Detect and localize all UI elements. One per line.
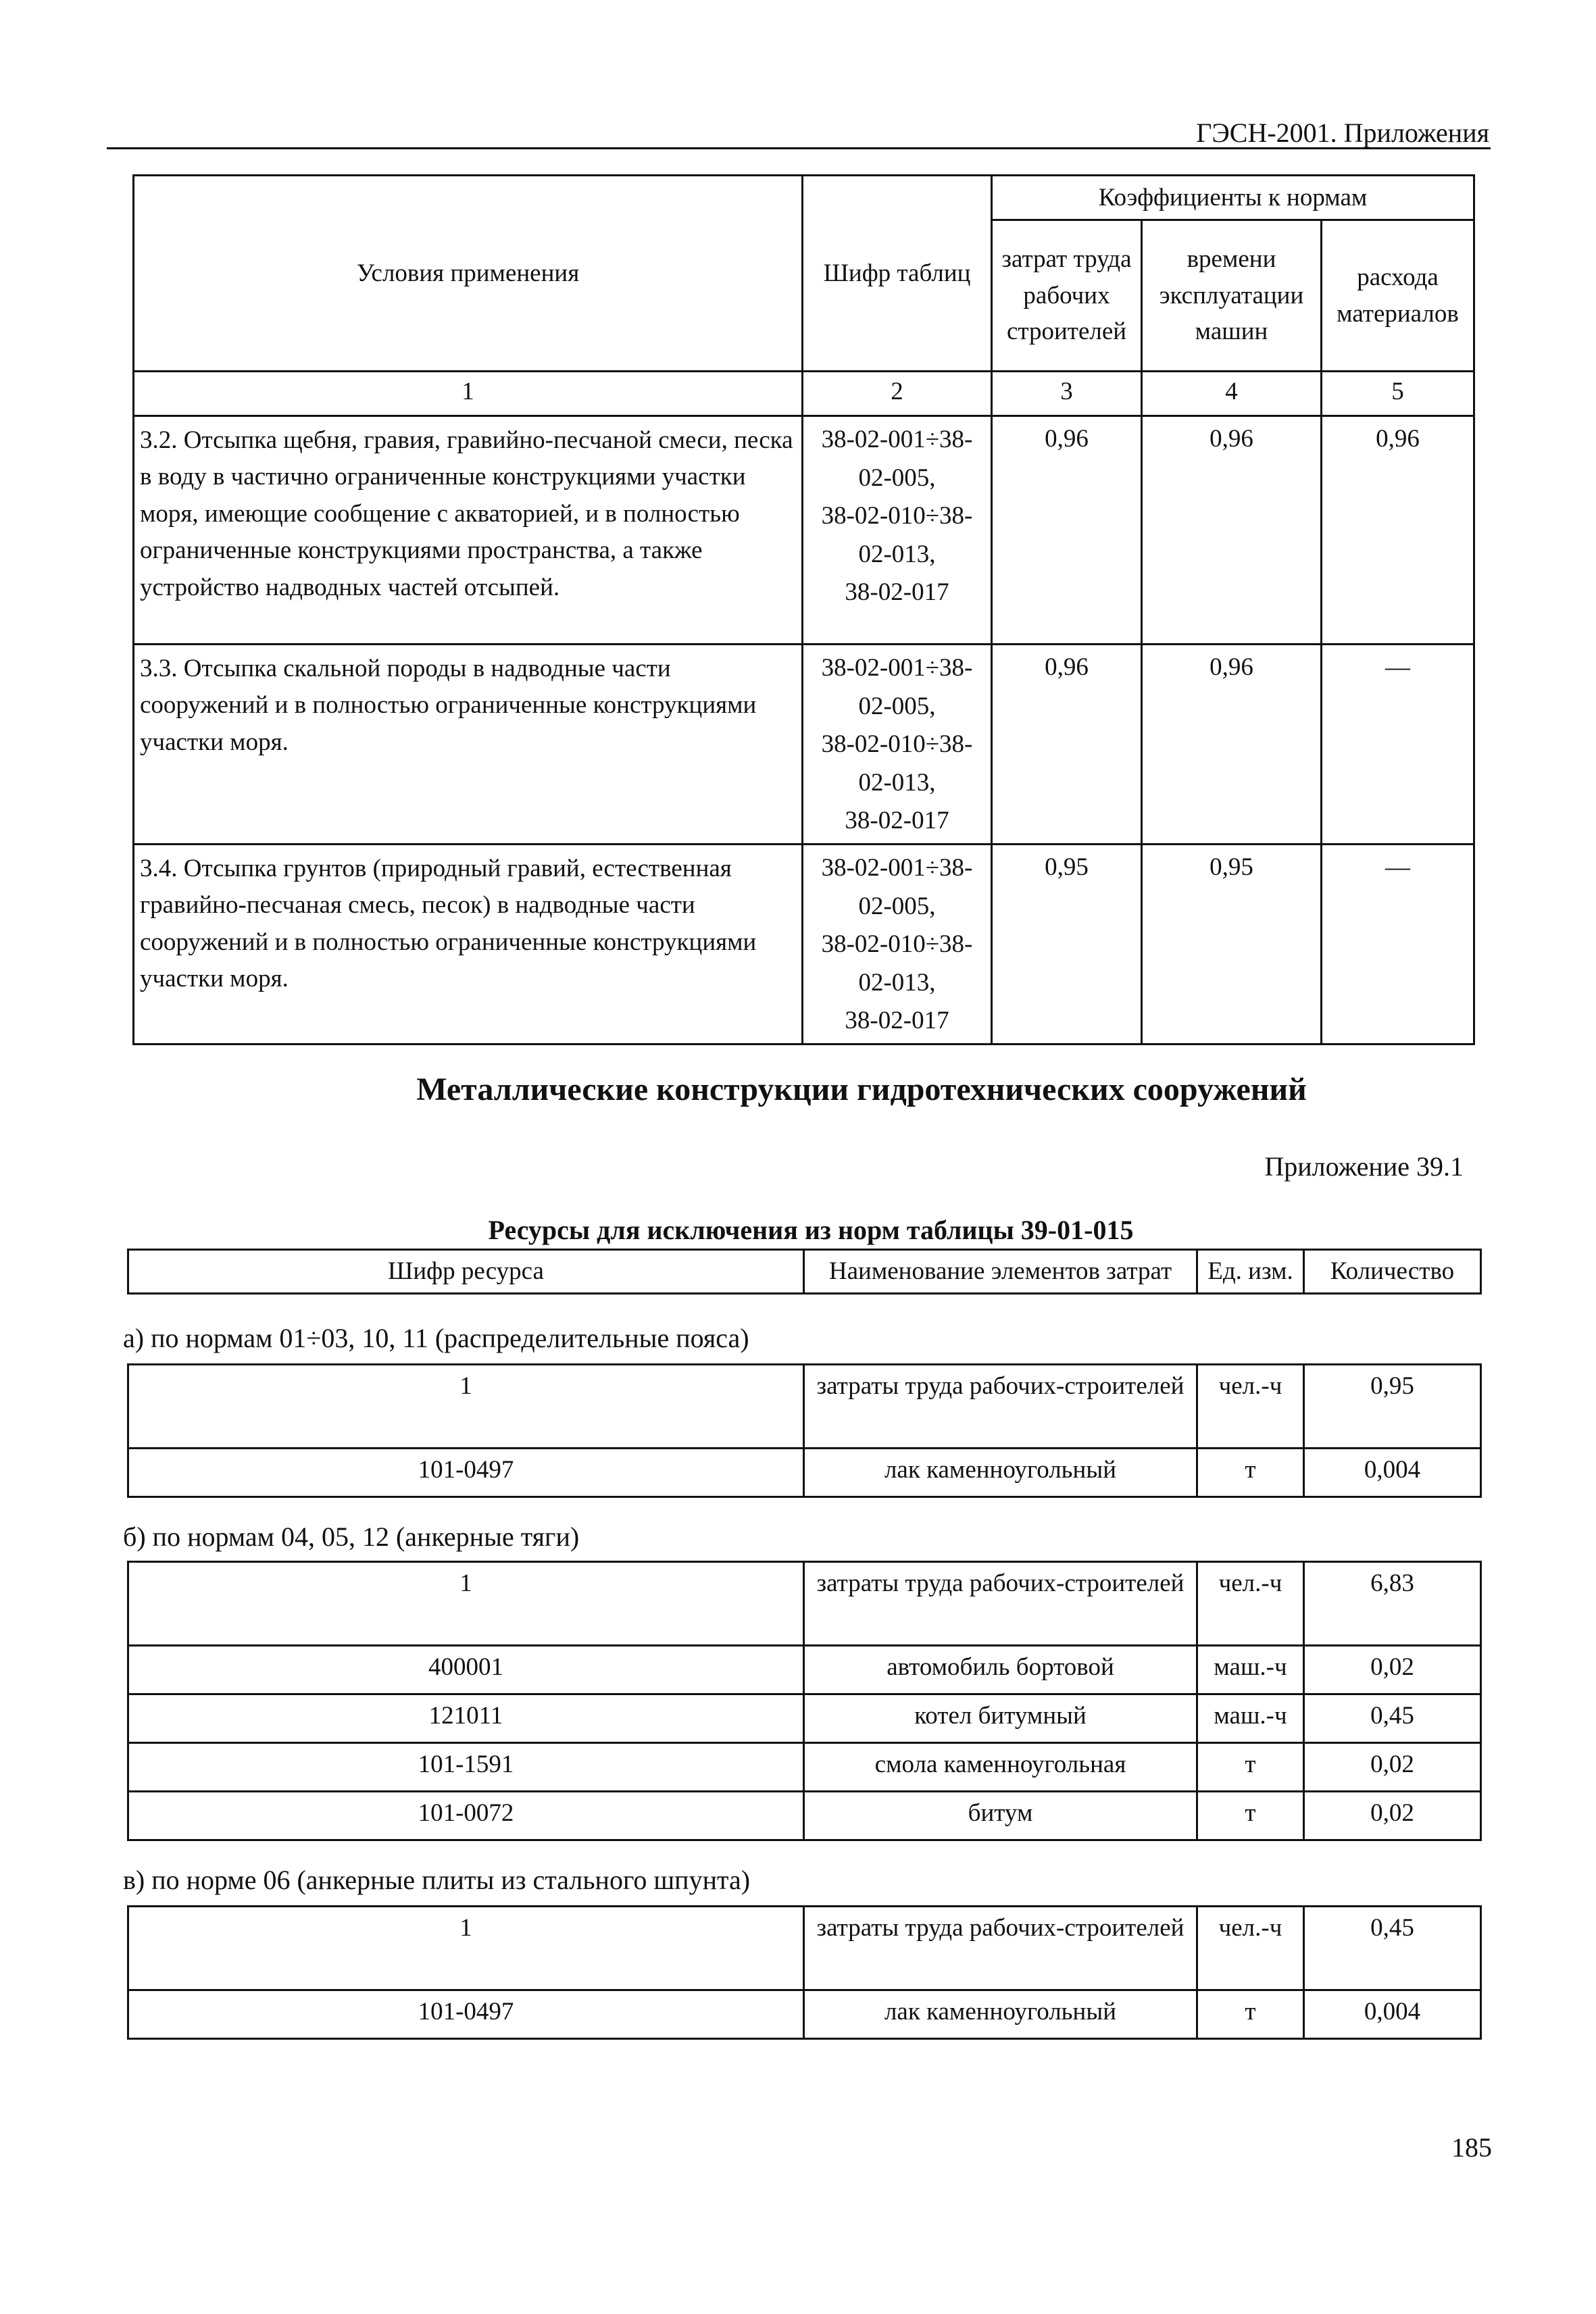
resource-name-cell: битум bbox=[804, 1792, 1197, 1840]
running-header: ГЭСН-2001. Приложения bbox=[1196, 118, 1489, 148]
header-labor: затрат труда рабочих строителей bbox=[992, 220, 1142, 372]
labor-cell: 0,96 bbox=[992, 416, 1142, 645]
header-materials: расхода материалов bbox=[1322, 220, 1474, 372]
code-cell bbox=[803, 645, 992, 845]
resource-name-cell: лак каменноугольный bbox=[804, 1449, 1197, 1497]
code-line: 38-02-010÷38-02-013, bbox=[821, 730, 973, 797]
resource-quantity-cell: 0,02 bbox=[1304, 1743, 1481, 1792]
column-number: 3 bbox=[992, 372, 1142, 416]
column-number: 2 bbox=[803, 372, 992, 416]
resource-name-cell: затраты труда рабочих-строителей bbox=[804, 1907, 1197, 1990]
resource-unit-cell: чел.-ч bbox=[1197, 1907, 1304, 1990]
resource-code-cell: 101-0497 bbox=[128, 1449, 804, 1497]
code-cell bbox=[803, 416, 992, 645]
table-row bbox=[128, 1646, 1481, 1694]
machines-cell: 0,96 bbox=[1142, 645, 1322, 845]
coefficients-table bbox=[132, 174, 1475, 1045]
resource-unit-cell: чел.-ч bbox=[1197, 1562, 1304, 1646]
conditions-cell: 3.2. Отсыпка щебня, гравия, гравийно-песчаной смеси, песка в воду в частично ограниченные конструкциями участки моря, имеющие сообщение с акваторией, и в полностью ограниченные конструкциями пространства, а также устройство надводных частей отсыпей. bbox=[134, 416, 803, 645]
code-line: 38-02-017 bbox=[845, 1007, 949, 1035]
group-label: а) по нормам 01÷03, 10, 11 (распределительные пояса) bbox=[123, 1323, 749, 1353]
header-code: Шифр таблиц bbox=[803, 176, 992, 372]
resource-quantity-cell: 0,45 bbox=[1304, 1907, 1481, 1990]
resource-code-cell: 1 bbox=[128, 1562, 804, 1646]
table-row bbox=[134, 645, 1474, 845]
resource-code-cell: 101-0072 bbox=[128, 1792, 804, 1840]
resource-quantity-cell: 0,45 bbox=[1304, 1694, 1481, 1743]
code-line: 38-02-017 bbox=[845, 807, 949, 835]
resource-unit-cell: маш.-ч bbox=[1197, 1646, 1304, 1694]
resource-name-cell: котел битумный bbox=[804, 1694, 1197, 1743]
resource-name-cell: автомобиль бортовой bbox=[804, 1646, 1197, 1694]
table-row bbox=[134, 416, 1474, 645]
table-row bbox=[128, 1907, 1481, 1990]
header-conditions: Условия применения bbox=[134, 176, 803, 372]
resource-unit-cell: маш.-ч bbox=[1197, 1694, 1304, 1743]
resource-quantity-cell: 0,004 bbox=[1304, 1990, 1481, 2039]
resource-table bbox=[127, 1905, 1482, 2040]
materials-cell: — bbox=[1322, 645, 1474, 845]
resource-table bbox=[127, 1561, 1482, 1841]
resource-table bbox=[127, 1363, 1482, 1498]
code-cell bbox=[803, 845, 992, 1045]
code-line: 38-02-017 bbox=[845, 578, 949, 607]
resource-quantity-cell: 0,95 bbox=[1304, 1365, 1481, 1449]
header-resource-name: Наименование элементов затрат bbox=[804, 1250, 1197, 1294]
header-coefficients: Коэффициенты к нормам bbox=[992, 176, 1474, 220]
resource-unit-cell: т bbox=[1197, 1792, 1304, 1840]
resource-name-cell: смола каменноугольная bbox=[804, 1743, 1197, 1792]
machines-cell: 0,95 bbox=[1142, 845, 1322, 1045]
resource-unit-cell: т bbox=[1197, 1990, 1304, 2039]
resource-code-cell: 1 bbox=[128, 1907, 804, 1990]
machines-cell: 0,96 bbox=[1142, 416, 1322, 645]
section-heading: Металлические конструкции гидротехнических сооружений bbox=[416, 1072, 1307, 1107]
resource-unit-cell: т bbox=[1197, 1743, 1304, 1792]
table-row bbox=[128, 1792, 1481, 1840]
table-row bbox=[128, 1449, 1481, 1497]
table-row bbox=[128, 1562, 1481, 1646]
conditions-cell: 3.4. Отсыпка грунтов (природный гравий, естественная гравийно-песчаная смесь, песок) в надводные части сооружений и в полностью ограниченные конструкциями участки моря. bbox=[134, 845, 803, 1045]
code-line: 38-02-001÷38-02-005, bbox=[821, 426, 973, 492]
table-row bbox=[128, 1694, 1481, 1743]
labor-cell: 0,96 bbox=[992, 645, 1142, 845]
resource-name-cell: затраты труда рабочих-строителей bbox=[804, 1365, 1197, 1449]
materials-cell: 0,96 bbox=[1322, 416, 1474, 645]
resource-name-cell: лак каменноугольный bbox=[804, 1990, 1197, 2039]
header-resource-quantity: Количество bbox=[1304, 1250, 1481, 1294]
table-row bbox=[134, 845, 1474, 1045]
resource-quantity-cell: 0,004 bbox=[1304, 1449, 1481, 1497]
resource-code-cell: 121011 bbox=[128, 1694, 804, 1743]
resource-unit-cell: т bbox=[1197, 1449, 1304, 1497]
column-number: 5 bbox=[1322, 372, 1474, 416]
group-label: б) по нормам 04, 05, 12 (анкерные тяги) bbox=[123, 1521, 580, 1552]
resource-code-cell: 1 bbox=[128, 1365, 804, 1449]
conditions-cell: 3.3. Отсыпка скальной породы в надводные части сооружений и в полностью ограниченные конструкциями участки моря. bbox=[134, 645, 803, 845]
header-resource-code: Шифр ресурса bbox=[128, 1250, 804, 1294]
header-rule bbox=[107, 147, 1491, 149]
code-line: 38-02-001÷38-02-005, bbox=[821, 654, 973, 720]
resource-quantity-cell: 6,83 bbox=[1304, 1562, 1481, 1646]
labor-cell: 0,95 bbox=[992, 845, 1142, 1045]
group-label: в) по норме 06 (анкерные плиты из стального шпунта) bbox=[123, 1865, 751, 1895]
resource-name-cell: затраты труда рабочих-строителей bbox=[804, 1562, 1197, 1646]
resource-quantity-cell: 0,02 bbox=[1304, 1792, 1481, 1840]
resource-code-cell: 400001 bbox=[128, 1646, 804, 1694]
resource-header-table bbox=[127, 1249, 1482, 1294]
table-caption: Ресурсы для исключения из норм таблицы 39-01-015 bbox=[488, 1215, 1134, 1245]
resource-code-cell: 101-0497 bbox=[128, 1990, 804, 2039]
code-line: 38-02-010÷38-02-013, bbox=[821, 502, 973, 568]
resource-quantity-cell: 0,02 bbox=[1304, 1646, 1481, 1694]
table-row bbox=[128, 1365, 1481, 1449]
code-line: 38-02-001÷38-02-005, bbox=[821, 854, 973, 920]
column-number: 1 bbox=[134, 372, 803, 416]
appendix-label: Приложение 39.1 bbox=[1264, 1151, 1464, 1182]
page-number: 185 bbox=[1451, 2132, 1492, 2163]
resource-unit-cell: чел.-ч bbox=[1197, 1365, 1304, 1449]
materials-cell: — bbox=[1322, 845, 1474, 1045]
table-row bbox=[128, 1990, 1481, 2039]
header-machines: времени эксплуатации машин bbox=[1142, 220, 1322, 372]
header-resource-unit: Ед. изм. bbox=[1197, 1250, 1304, 1294]
code-line: 38-02-010÷38-02-013, bbox=[821, 930, 973, 997]
column-number: 4 bbox=[1142, 372, 1322, 416]
table-row bbox=[128, 1743, 1481, 1792]
resource-code-cell: 101-1591 bbox=[128, 1743, 804, 1792]
